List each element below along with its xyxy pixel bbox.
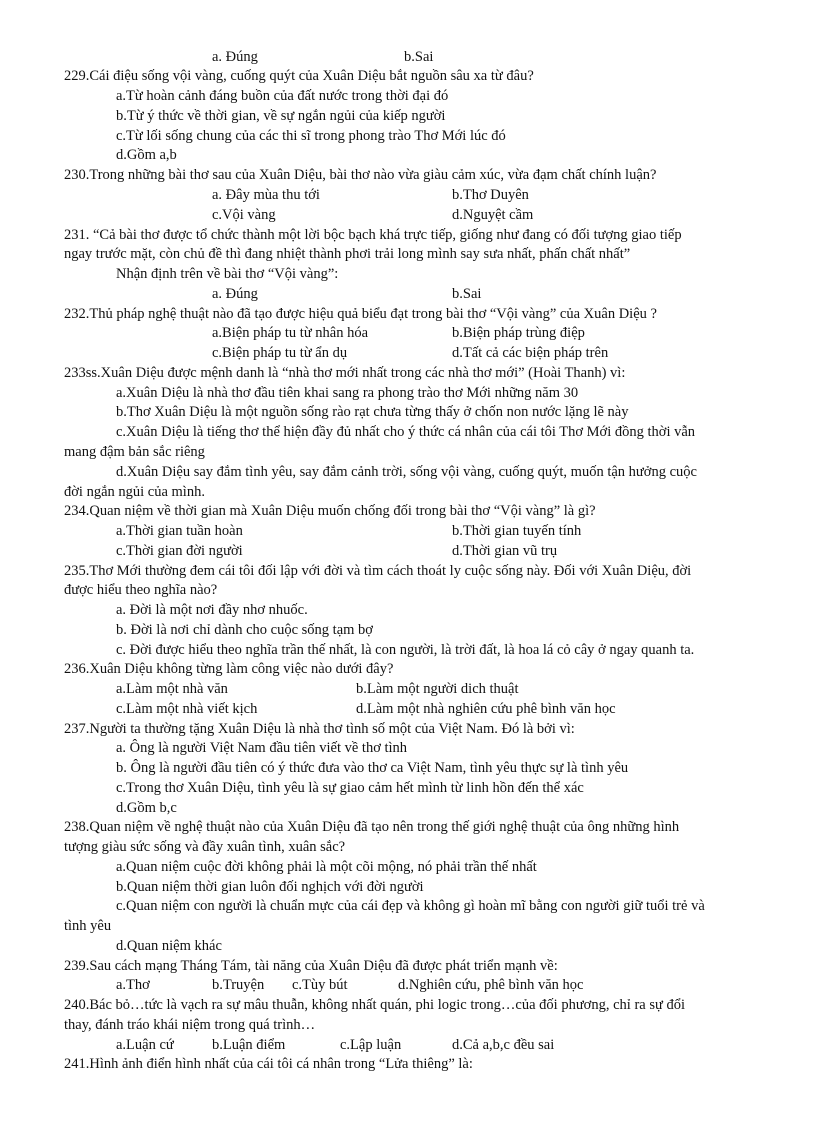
answer-option: d.Nghiên cứu, phê bình văn học	[398, 977, 584, 993]
answer-option: b.Thơ Duyên	[452, 187, 529, 203]
answer-option: d.Làm một nhà nghiên cứu phê bình văn học	[356, 701, 616, 717]
answer-option: d.Gồm b,c	[116, 800, 177, 816]
answer-option: c.Xuân Diệu là tiếng thơ thể hiện đầy đủ nhất cho ý thức cá nhân của cái tôi Thơ Mới đồng thời vẫn	[116, 424, 696, 440]
answer-option: a.Thời gian tuần hoàn	[116, 523, 243, 539]
answer-option: b.Sai	[404, 49, 434, 65]
question-240-continued: thay, đánh tráo khái niệm trong quá trình…	[64, 1017, 316, 1033]
answer-option: d.Xuân Diệu say đắm tình yêu, say đắm cảnh trời, sống vội vàng, cuống quýt, muốn tận hưởng cuộc	[116, 464, 697, 480]
question-235: 235.Thơ Mới thường đem cái tôi đối lập với đời và tìm cách thoát ly cuộc sống này. Đối với Xuân Diệu, đời	[64, 563, 692, 579]
question-232: 232.Thủ pháp nghệ thuật nào đã tạo được hiệu quả biểu đạt trong bài thơ “Vội vàng” của Xuân Diệu ?	[64, 306, 657, 322]
answer-option: d.Gồm a,b	[116, 147, 177, 163]
answer-option: c.Làm một nhà viết kịch	[116, 701, 258, 717]
answer-option: a.Xuân Diệu là nhà thơ đầu tiên khai sang ra phong trào thơ Mới những năm 30	[116, 385, 579, 401]
answer-option: a. Đúng	[212, 286, 258, 302]
answer-option: b.Từ ý thức về thời gian, về sự ngắn ngủi của kiếp người	[116, 108, 446, 124]
question-234: 234.Quan niệm về thời gian mà Xuân Diệu muốn chống đối trong bài thơ “Vội vàng” là gì?	[64, 503, 596, 519]
answer-option: b.Biện pháp trùng điệp	[452, 325, 585, 341]
answer-option: a. Đời là một nơi đầy nhơ nhuốc.	[116, 602, 308, 618]
answer-option: a. Ông là người Việt Nam đầu tiên viết về thơ tình	[116, 740, 408, 756]
answer-option: c.Thời gian đời người	[116, 543, 243, 559]
answer-option: a.Thơ	[116, 977, 150, 993]
answer-option: c.Lập luận	[340, 1037, 402, 1053]
question-231-continued: ngay trước mặt, còn chủ đề thì đang nhiệt thành phơi trải long mình say sưa nhất, phấn chất nhất”	[64, 246, 631, 262]
question-239: 239.Sau cách mạng Tháng Tám, tài năng của Xuân Diệu đã được phát triển mạnh về:	[64, 958, 558, 974]
answer-option: c.Vội vàng	[212, 207, 276, 223]
answer-option: d.Quan niệm khác	[116, 938, 222, 954]
answer-option: c.Từ lối sống chung của các thi sĩ trong phong trào Thơ Mới lúc đó	[116, 128, 506, 144]
question-238-continued: tượng giàu sức sống và đầy xuân tình, xuân sắc?	[64, 839, 346, 855]
answer-option: a.Luận cứ	[116, 1037, 174, 1053]
answer-option: b.Thời gian tuyến tính	[452, 523, 582, 539]
answer-option: b.Thơ Xuân Diệu là một nguồn sống rào rạt chưa từng thấy ở chốn non nước lặng lẽ này	[116, 404, 629, 420]
question-240: 240.Bác bỏ…tức là vạch ra sự mâu thuẫn, không nhất quán, phi logic trong…của đối phương, chỉ ra sự đổi	[64, 997, 685, 1013]
answer-option-continued: tình yêu	[64, 918, 112, 934]
answer-option: d.Tất cả các biện pháp trên	[452, 345, 609, 361]
answer-option: c.Tùy bút	[292, 977, 348, 993]
question-238: 238.Quan niệm về nghệ thuật nào của Xuân Diệu đã tạo nên trong thế giới nghệ thuật của ông những hình	[64, 819, 680, 835]
answer-option-continued: đời ngắn ngủi của mình.	[64, 484, 205, 500]
answer-option: b.Truyện	[212, 977, 265, 993]
question-231-prompt: Nhận định trên về bài thơ “Vội vàng”:	[116, 266, 339, 282]
answer-option: b.Sai	[452, 286, 482, 302]
answer-option: d.Cả a,b,c đều sai	[452, 1037, 555, 1053]
answer-option: c.Biện pháp tu từ ẩn dụ	[212, 345, 348, 361]
answer-option: b.Quan niệm thời gian luôn đối nghịch với đời người	[116, 879, 424, 895]
answer-option: a.Từ hoàn cảnh đáng buồn của đất nước trong thời đại đó	[116, 88, 449, 104]
answer-option: a. Đây mùa thu tới	[212, 187, 320, 203]
question-235-continued: được hiểu theo nghĩa nào?	[64, 582, 218, 598]
answer-option: b.Làm một người dich thuật	[356, 681, 519, 697]
answer-option: b. Đời là nơi chỉ dành cho cuộc sống tạm bợ	[116, 622, 373, 638]
answer-option: b. Ông là người đầu tiên có ý thức đưa vào thơ ca Việt Nam, tình yêu thực sự là tình yêu	[116, 760, 629, 776]
answer-option: a. Đúng	[212, 49, 258, 65]
answer-option: d.Nguyệt cầm	[452, 207, 534, 223]
question-231: 231. “Cả bài thơ được tổ chức thành một lời bộc bạch khá trực tiếp, giống như đang có đối tượng giao tiếp	[64, 227, 682, 243]
answer-option-continued: mang đậm bản sắc riêng	[64, 444, 205, 460]
answer-option: a.Quan niệm cuộc đời không phải là một cõi mộng, nó phải trần thế nhất	[116, 859, 537, 875]
answer-option: c. Đời được hiểu theo nghĩa trần thế nhất, là con người, là trời đất, là hoa lá cỏ cây ở ngay quanh ta.	[116, 642, 695, 658]
question-233: 233ss.Xuân Diệu được mệnh danh là “nhà thơ mới nhất trong các nhà thơ mới” (Hoài Thanh) vì:	[64, 365, 626, 381]
answer-option: a.Làm một nhà văn	[116, 681, 228, 697]
question-229: 229.Cái điệu sống vội vàng, cuống quýt của Xuân Diệu bắt nguồn sâu xa từ đâu?	[64, 68, 534, 84]
question-237: 237.Người ta thường tặng Xuân Diệu là nhà thơ tình số một của Việt Nam. Đó là bởi vì:	[64, 721, 575, 737]
answer-option: a.Biện pháp tu từ nhân hóa	[212, 325, 369, 341]
answer-option: d.Thời gian vũ trụ	[452, 543, 558, 559]
answer-option: b.Luận điểm	[212, 1037, 286, 1053]
question-230: 230.Trong những bài thơ sau của Xuân Diệu, bài thơ nào vừa giàu cảm xúc, vừa đạm chất chính luận?	[64, 167, 657, 183]
question-236: 236.Xuân Diệu không từng làm công việc nào dưới đây?	[64, 661, 394, 677]
question-241: 241.Hình ảnh điển hình nhất của cái tôi cá nhân trong “Lửa thiêng” là:	[64, 1056, 473, 1072]
answer-option: c.Quan niệm con người là chuẩn mực của cái đẹp và không gì hoàn mĩ bằng con người giữ tuổi trẻ và	[116, 898, 705, 914]
answer-option: c.Trong thơ Xuân Diệu, tình yêu là sự giao cảm hết mình từ linh hồn đến thể xác	[116, 780, 584, 796]
